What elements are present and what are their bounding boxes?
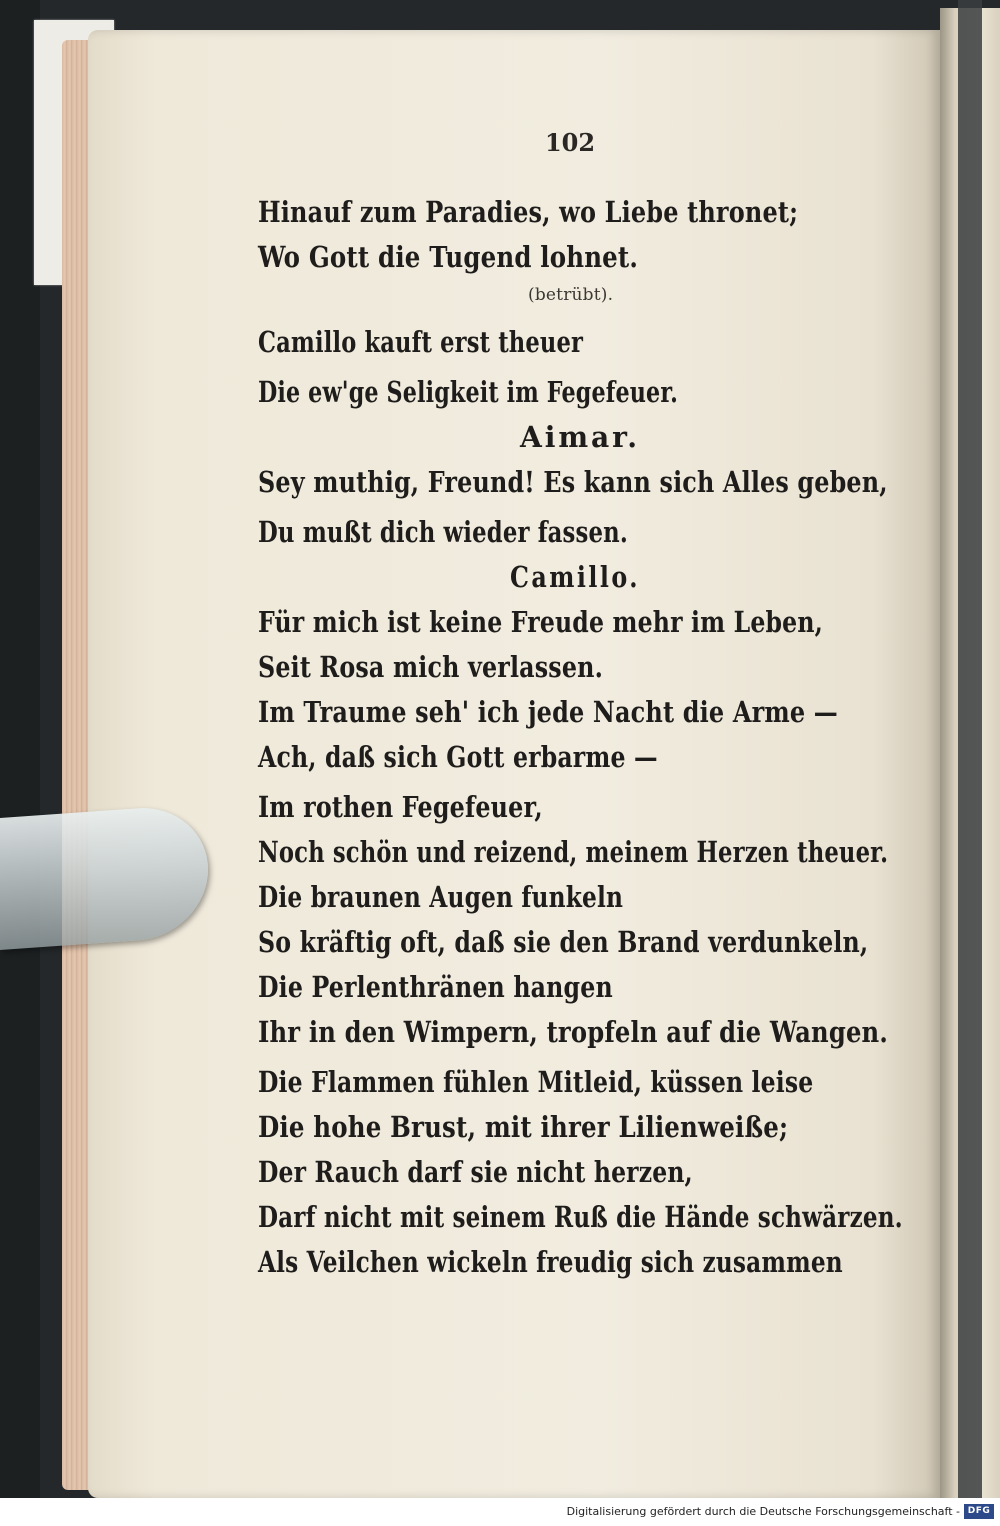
verse-line: Die Flammen fühlen Mitleid, küssen leise — [258, 1065, 814, 1099]
verse-line: Wo Gott die Tugend lohnet. — [258, 240, 639, 274]
verse-line: Die braunen Augen funkeln — [258, 880, 624, 914]
footer-bar — [0, 1498, 1000, 1526]
speaker-name: Camillo. — [510, 560, 641, 594]
speaker-name: Aimar. — [520, 420, 641, 454]
verse-line: Die hohe Brust, mit ihrer Lilienweiße; — [258, 1110, 789, 1144]
verse-line: Noch schön und reizend, meinem Herzen theuer. — [258, 835, 889, 869]
verse-line: Die Perlenthränen hangen — [258, 970, 613, 1004]
verse-line: Hinauf zum Paradies, wo Liebe thronet; — [258, 195, 799, 229]
verse-line: Camillo kauft erst theuer — [258, 325, 584, 359]
verse-line: So kräftig oft, daß sie den Brand verdunkeln, — [258, 925, 869, 959]
dfg-logo: DFG — [964, 1504, 994, 1519]
stage-direction: (betrübt). — [528, 285, 614, 305]
verse-line: Im rothen Fegefeuer, — [258, 790, 543, 824]
verse-line: Darf nicht mit seinem Ruß die Hände schwärzen. — [258, 1200, 903, 1234]
verse-line: Die ew'ge Seligkeit im Fegefeuer. — [258, 375, 679, 409]
verse-line: Ihr in den Wimpern, tropfeln auf die Wangen. — [258, 1015, 888, 1049]
verse-line: Im Traume seh' ich jede Nacht die Arme — — [258, 695, 838, 729]
verse-line: Ach, daß sich Gott erbarme — — [258, 740, 658, 774]
verse-line: Du mußt dich wieder fassen. — [258, 515, 628, 549]
verse-line: Als Veilchen wickeln freudig sich zusammen — [258, 1245, 843, 1279]
verse-line: Sey muthig, Freund! Es kann sich Alles geben, — [258, 465, 888, 499]
verse-line: Der Rauch darf sie nicht herzen, — [258, 1155, 693, 1189]
footer-credit: Digitalisierung gefördert durch die Deutsche Forschungsgemeinschaft - — [566, 1505, 960, 1518]
verse-line: Für mich ist keine Freude mehr im Leben, — [258, 605, 824, 639]
page-number: 102 — [544, 128, 596, 157]
verse-line: Seit Rosa mich verlassen. — [258, 650, 604, 684]
